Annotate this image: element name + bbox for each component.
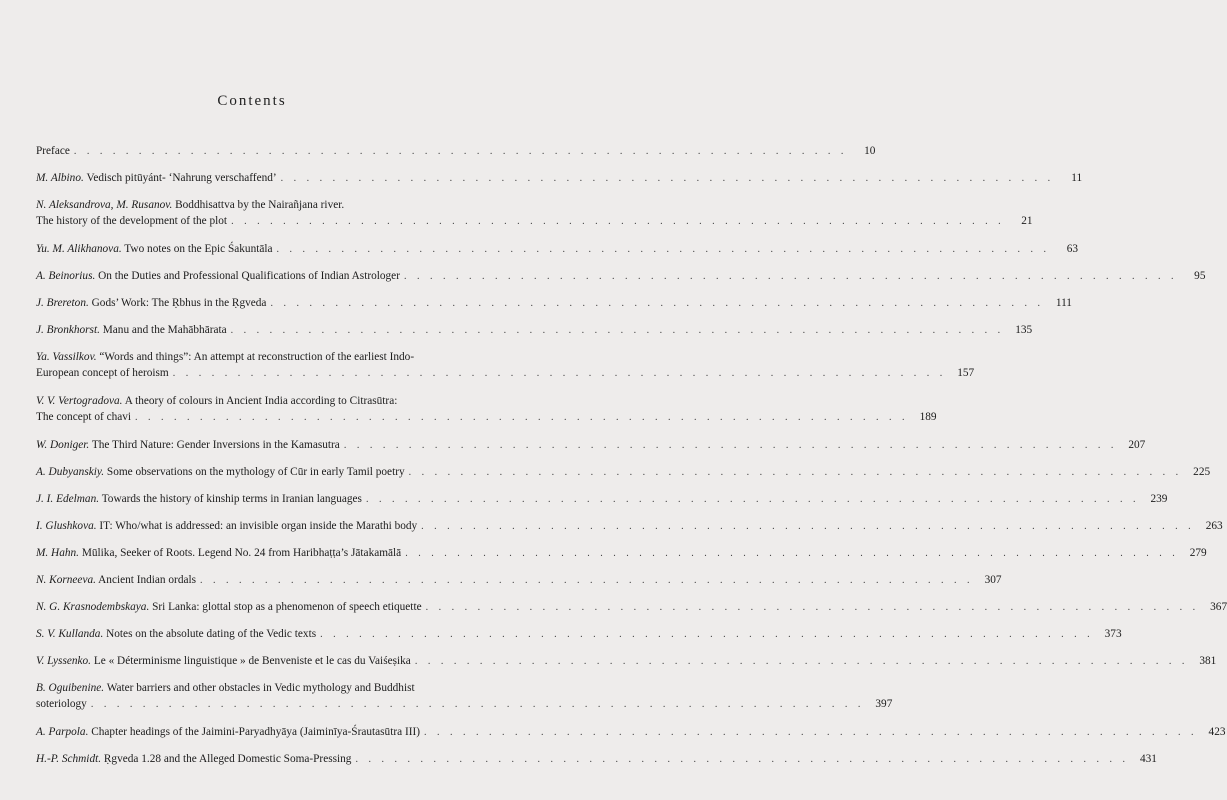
toc-page-number: 135 [1015, 324, 1033, 336]
toc-page-number: 423 [1208, 726, 1226, 738]
toc-entry [36, 143, 876, 159]
toc-title-line [36, 393, 472, 409]
toc-author: Yu. M. Alikhanova. [36, 243, 122, 255]
toc-author: B. Oguibenine. [36, 682, 105, 694]
toc-title-tail [36, 696, 87, 712]
toc-last-line [36, 491, 1168, 508]
toc-entry [36, 295, 1072, 311]
toc-entry [36, 545, 1207, 561]
toc-title-tail [36, 322, 227, 338]
toc-title-text: The concept of chavi [36, 411, 132, 423]
toc-last-line [36, 241, 1079, 258]
toc-title-tail [36, 365, 169, 381]
contents-heading: Contents [217, 93, 287, 109]
toc-page-number: 95 [1194, 270, 1206, 282]
toc-title-tail [36, 213, 227, 229]
toc-author: M. Hahn. [36, 547, 79, 559]
toc-entry [36, 599, 1227, 615]
toc-title-line [36, 197, 472, 213]
toc-entry [36, 724, 1226, 740]
toc-entry [36, 322, 1033, 338]
toc-entry [36, 653, 1217, 669]
toc-author: A. Parpola. [36, 726, 89, 738]
toc-author: W. Doniger. [36, 439, 90, 451]
toc-title-text: Some observations on the mythology of Cūr in early Tamil poetry [106, 466, 405, 478]
dot-leader: . . . . . . . . . . . . . . . . . . . . . . . . . . . . . . . . . . . . . . . . . . . . . . . . . . . . . . . . . . . . [280, 173, 1055, 184]
toc-last-line [36, 545, 1207, 562]
toc-title-tail [36, 572, 196, 588]
dot-leader: . . . . . . . . . . . . . . . . . . . . . . . . . . . . . . . . . . . . . . . . . . . . . . . . . . . . . . . . . . . . [73, 146, 848, 157]
toc-last-line [36, 724, 1226, 741]
toc-title-text: Ancient Indian ordals [98, 574, 197, 586]
toc-title-tail [36, 241, 273, 257]
toc-entry [36, 170, 1083, 186]
toc-author: J. Brereton. [36, 297, 89, 309]
toc-last-line [36, 464, 1211, 481]
toc-entry [36, 680, 893, 713]
toc-entry [36, 268, 1206, 284]
toc-title-tail [36, 599, 422, 615]
toc-title-text: soteriology [36, 698, 87, 710]
toc-page-number: 239 [1150, 493, 1168, 505]
toc-last-line [36, 409, 937, 426]
toc-last-line [36, 599, 1227, 616]
toc-title-text: Boddhisattva by the Nairañjana river. [175, 199, 345, 211]
toc-title-line [36, 349, 472, 365]
toc-title-tail [36, 751, 351, 767]
toc-title-tail [36, 409, 131, 425]
toc-entry [36, 437, 1146, 453]
toc-author: N. Korneeva. [36, 574, 96, 586]
toc-title-text: Sri Lanka: glottal stop as a phenomenon of speech etiquette [152, 601, 422, 613]
toc-entry [36, 464, 1211, 480]
toc-title-tail [36, 724, 420, 740]
toc-title-text: The history of the development of the plot [36, 215, 228, 227]
toc-title-text: Vedisch pitūyánt- ‘Nahrung verschaffend’ [86, 172, 277, 184]
toc-last-line [36, 696, 893, 713]
toc-title-text: Water barriers and other obstacles in Vedic mythology and Buddhist [106, 682, 415, 694]
toc-entry [36, 349, 975, 382]
toc-page-number: 263 [1205, 520, 1223, 532]
toc-entry [36, 393, 937, 426]
toc-entry [36, 241, 1079, 257]
toc-entry [36, 491, 1168, 507]
dot-leader: . . . . . . . . . . . . . . . . . . . . . . . . . . . . . . . . . . . . . . . . . . . . . . . . . . . . . . . . . . . . [405, 548, 1179, 559]
toc-last-line [36, 170, 1083, 187]
toc-title-tail [36, 545, 401, 561]
toc-title-text: IT: Who/what is addressed: an invisible organ inside the Marathi body [99, 520, 418, 532]
toc-title-tail [36, 295, 266, 311]
toc-page-number: 157 [957, 367, 975, 379]
toc-page-number: 381 [1199, 655, 1217, 667]
dot-leader: . . . . . . . . . . . . . . . . . . . . . . . . . . . . . . . . . . . . . . . . . . . . . . . . . . . . . . . . . . . . [355, 754, 1129, 765]
dot-leader: . . . . . . . . . . . . . . . . . . . . . . . . . . . . . . . . . . . . . . . . . . . . . . . . . . . . . . . . . . . . [403, 271, 1178, 282]
toc-title-text: The Third Nature: Gender Inversions in the Kamasutra [91, 439, 340, 451]
toc-author: N. G. Krasnodembskaya. [36, 601, 150, 613]
toc-page-number: 373 [1104, 628, 1122, 640]
toc-entry [36, 518, 1223, 534]
dot-leader: . . . . . . . . . . . . . . . . . . . . . . . . . . . . . . . . . . . . . . . . . . . . . . . . . . . . . . . . . . . . [270, 298, 1044, 309]
toc-author: Ya. Vassilkov. [36, 351, 97, 363]
toc-entry [36, 751, 1157, 767]
toc-page-number: 367 [1210, 601, 1227, 613]
toc-title-tail [36, 653, 411, 669]
dot-leader: . . . . . . . . . . . . . . . . . . . . . . . . . . . . . . . . . . . . . . . . . . . . . . . . . . . . . . . . . . . . [414, 656, 1189, 667]
toc-author: A. Beinorius. [36, 270, 96, 282]
toc-author: N. Aleksandrova, M. Rusanov. [36, 199, 173, 211]
toc-title-text: Manu and the Mahābhārata [102, 324, 227, 336]
toc-title-text: Two notes on the Epic Śakuntāla [124, 243, 273, 255]
toc-author: M. Albino. [36, 172, 84, 184]
toc-author: V. V. Vertogradova. [36, 395, 123, 407]
dot-leader: . . . . . . . . . . . . . . . . . . . . . . . . . . . . . . . . . . . . . . . . . . . . . . . . . . . . . . . . . . . . [425, 602, 1200, 613]
toc-last-line [36, 295, 1072, 312]
toc-page-number: 63 [1066, 243, 1079, 255]
dot-leader: . . . . . . . . . . . . . . . . . . . . . . . . . . . . . . . . . . . . . . . . . . . . . . . . . . . . . . . . . . . . [200, 575, 974, 586]
toc-title-text: On the Duties and Professional Qualifications of Indian Astrologer [98, 270, 400, 282]
toc-page-number: 189 [919, 411, 937, 423]
toc-title-text: Mūlika, Seeker of Roots. Legend No. 24 from Haribhaṭṭa’s Jātakamālā [81, 547, 402, 559]
toc-last-line [36, 213, 1033, 230]
toc-page-number: 279 [1189, 547, 1207, 559]
toc-page-number: 21 [1021, 215, 1033, 227]
toc-title-text: Ṛgveda 1.28 and the Alleged Domestic Soma-Pressing [103, 753, 352, 765]
dot-leader: . . . . . . . . . . . . . . . . . . . . . . . . . . . . . . . . . . . . . . . . . . . . . . . . . . . . . . . . . . . . [320, 629, 1094, 640]
toc-title-text: Gods’ Work: The Ṛbhus in the Ṛgveda [91, 297, 267, 309]
toc-page-number: 397 [875, 698, 893, 710]
dot-leader: . . . . . . . . . . . . . . . . . . . . . . . . . . . . . . . . . . . . . . . . . . . . . . . . . . . . . . . . . . . . [424, 727, 1198, 738]
toc-title-text: Notes on the absolute dating of the Vedic texts [106, 628, 317, 640]
toc-page-number: 225 [1193, 466, 1211, 478]
dot-leader: . . . . . . . . . . . . . . . . . . . . . . . . . . . . . . . . . . . . . . . . . . . . . . . . . . . . . . . . . . . . [365, 494, 1140, 505]
dot-leader: . . . . . . . . . . . . . . . . . . . . . . . . . . . . . . . . . . . . . . . . . . . . . . . . . . . . . . . . . . . . [230, 325, 1005, 336]
toc-title-text: Preface [36, 145, 70, 157]
toc-author: I. Glushkova. [36, 520, 97, 532]
toc-page-number: 111 [1055, 297, 1072, 309]
toc-author: A. Dubyanskiy. [36, 466, 105, 478]
toc-title-text: A theory of colours in Ancient India according to Citrasūtra: [124, 395, 398, 407]
dot-leader: . . . . . . . . . . . . . . . . . . . . . . . . . . . . . . . . . . . . . . . . . . . . . . . . . . . . . . . . . . . . [172, 368, 947, 379]
toc-last-line [36, 143, 876, 160]
toc-last-line [36, 626, 1122, 643]
toc-page-number: 431 [1140, 753, 1157, 765]
toc-title-tail [36, 437, 340, 453]
toc-last-line [36, 365, 975, 382]
toc-page-number: 307 [984, 574, 1002, 586]
toc-title-tail [36, 626, 316, 642]
toc-last-line [36, 751, 1157, 768]
toc-author: H.-P. Schmidt. [36, 753, 102, 765]
toc-title-text: Le « Déterminisme linguistique » de Benveniste et le cas du Vaiśeṣika [93, 655, 411, 667]
dot-leader: . . . . . . . . . . . . . . . . . . . . . . . . . . . . . . . . . . . . . . . . . . . . . . . . . . . . . . . . . . . . [421, 521, 1195, 532]
toc-author: J. I. Edelman. [36, 493, 100, 505]
toc-last-line [36, 653, 1217, 670]
dot-leader: . . . . . . . . . . . . . . . . . . . . . . . . . . . . . . . . . . . . . . . . . . . . . . . . . . . . . . . . . . . . [135, 412, 909, 423]
toc-author: V. Lyssenko. [36, 655, 91, 667]
toc-last-line [36, 268, 1206, 285]
toc-title-tail [36, 491, 362, 507]
toc-title-tail [36, 268, 400, 284]
dot-leader: . . . . . . . . . . . . . . . . . . . . . . . . . . . . . . . . . . . . . . . . . . . . . . . . . . . . . . . . . . . . [343, 440, 1118, 451]
dot-leader: . . . . . . . . . . . . . . . . . . . . . . . . . . . . . . . . . . . . . . . . . . . . . . . . . . . . . . . . . . . . [231, 216, 1005, 227]
toc-title-tail [36, 518, 417, 534]
dot-leader: . . . . . . . . . . . . . . . . . . . . . . . . . . . . . . . . . . . . . . . . . . . . . . . . . . . . . . . . . . . . [276, 244, 1051, 255]
toc-last-line [36, 437, 1146, 454]
toc-last-line [36, 518, 1223, 535]
toc-title-text: “Words and things”: An attempt at reconstruction of the earliest Indo- [99, 351, 415, 363]
toc-page-number: 11 [1071, 172, 1083, 184]
toc-page-number: 10 [864, 145, 876, 157]
toc-last-line [36, 322, 1033, 339]
table-of-contents [36, 143, 1227, 778]
toc-entry [36, 572, 1002, 588]
toc-title-tail [36, 464, 405, 480]
toc-title-tail [36, 143, 70, 159]
toc-title-text: Towards the history of kinship terms in Iranian languages [101, 493, 362, 505]
toc-title-text: European concept of heroism [36, 367, 169, 379]
dot-leader: . . . . . . . . . . . . . . . . . . . . . . . . . . . . . . . . . . . . . . . . . . . . . . . . . . . . . . . . . . . . [90, 699, 865, 710]
toc-author: J. Bronkhorst. [36, 324, 100, 336]
toc-title-text: Chapter headings of the Jaimini-Paryadhyāya (Jaiminīya-Śrautasūtra III) [91, 726, 420, 738]
toc-entry [36, 626, 1122, 642]
dot-leader: . . . . . . . . . . . . . . . . . . . . . . . . . . . . . . . . . . . . . . . . . . . . . . . . . . . . . . . . . . . . [408, 467, 1183, 478]
toc-entry [36, 197, 1033, 230]
toc-last-line [36, 572, 1002, 589]
toc-title-tail [36, 170, 277, 186]
toc-page-number: 207 [1128, 439, 1146, 451]
toc-title-line [36, 680, 472, 696]
toc-author: S. V. Kullanda. [36, 628, 104, 640]
